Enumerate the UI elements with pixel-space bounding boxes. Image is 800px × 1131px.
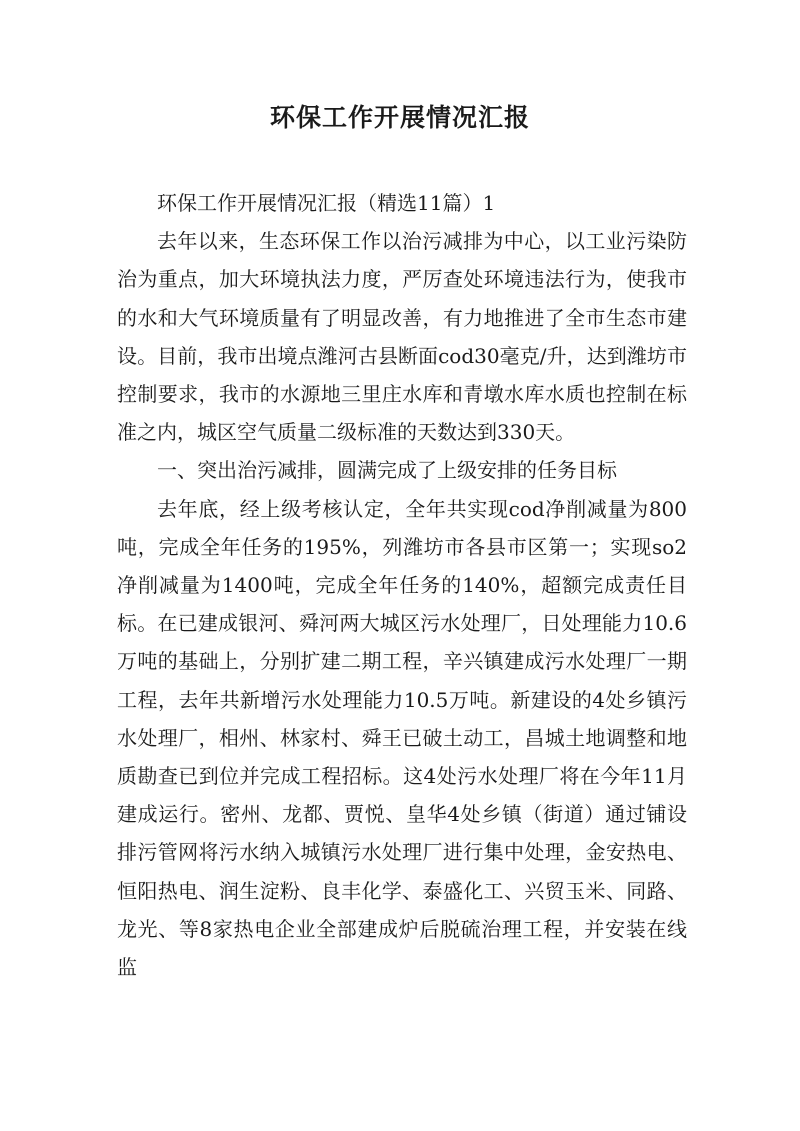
intro-paragraph: 去年以来，生态环保工作以治污减排为中心，以工业污染防治为重点，加大环境执法力度，严厉查处环境违法行为，使我市的水和大气环境质量有了明显改善，有力地推进了全市生态市建设。目前，我市出境点潍河古县断面cod30毫克/升，达到潍坊市控制要求，我市的水源地三里庄水库和青墩水库水质也控制在标准之内，城区空气质量二级标准的天数达到330天。 (117, 229, 687, 445)
subtitle-paragraph: 环保工作开展情况汇报（精选11篇）1 (157, 191, 496, 215)
body-paragraph: 去年底，经上级考核认定，全年共实现cod净削减量为800吨，完成全年任务的195%，列潍坊市各县市区第一；实现so2净削减量为1400吨，完成全年任务的140%，超额完成责任目标。在已建成银河、舜河两大城区污水处理厂，日处理能力10.6万吨的基础上，分别扩建二期工程，辛兴镇建成污水处理厂一期工程，去年共新增污水处理能力10.5万吨。新建设的4处乡镇污水处理厂，相州、林家村、舜王已破土动工，昌城土地调整和地质勘查已到位并完成工程招标。这4处污水处理厂将在今年11月建成运行。密州、龙都、贾悦、皇华4处乡镇（街道）通过铺设排污管网将污水纳入城镇污水处理厂进行集中处理，金安热电、恒阳热电、润生淀粉、良丰化学、泰盛化工、兴贸玉米、同路、龙光、等8家热电企业全部建成炉后脱硫治理工程，并安装在线监 (117, 496, 687, 980)
section-heading: 一、突出治污减排，圆满完成了上级安排的任务目标 (157, 458, 617, 483)
document-body (117, 184, 687, 986)
document-title: 环保工作开展情况汇报 (269, 103, 530, 132)
